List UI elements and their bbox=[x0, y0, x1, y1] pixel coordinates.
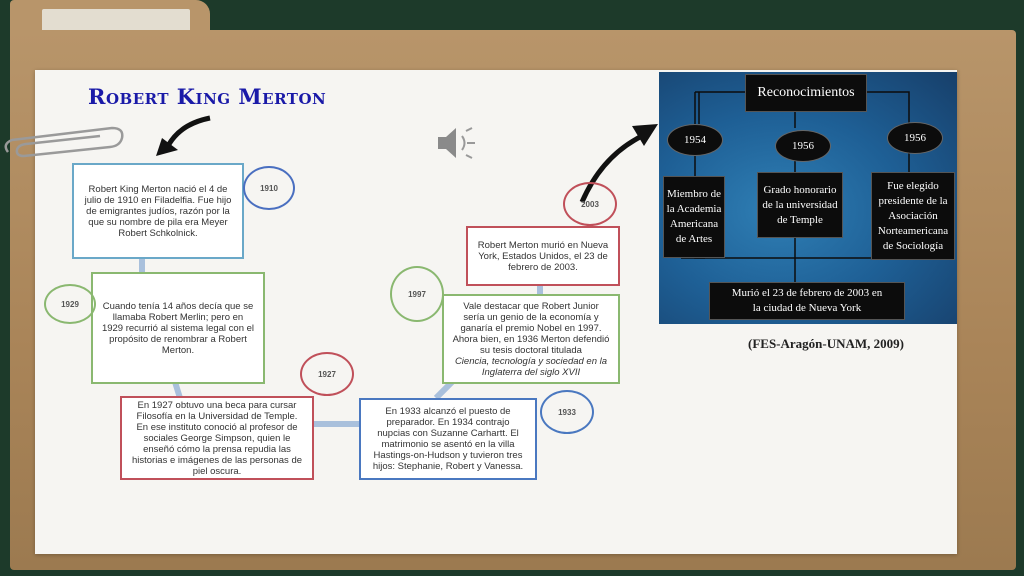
recognition-year-3: 1956 bbox=[887, 122, 943, 154]
page-title: Robert King Merton bbox=[88, 84, 327, 109]
recognition-year-2: 1956 bbox=[775, 130, 831, 162]
year-badge-2003: 2003 bbox=[563, 182, 617, 226]
timeline-box-1927 bbox=[120, 396, 314, 480]
recognition-text-1: Miembro de la Academia Americana de Artes bbox=[663, 176, 725, 258]
recognitions-heading: Reconocimientos bbox=[745, 74, 867, 112]
timeline-text: En 1927 obtuvo una beca para cursar Filosofía en la Universidad de Temple. En ese instituto conoció al profesor de sociales George Simpson, quien le enseñó cómo la prensa repudia las historias e imágenes de las personas de piel oscura. bbox=[131, 399, 303, 477]
year-badge-1929: 1929 bbox=[44, 284, 96, 324]
timeline-box-1910 bbox=[72, 163, 244, 259]
recognition-text-2: Grado honorario de la universidad de Temple bbox=[757, 172, 843, 238]
year-badge-1933: 1933 bbox=[540, 390, 594, 434]
citation: (FES-Aragón-UNAM, 2009) bbox=[748, 336, 904, 351]
year-badge-1910: 1910 bbox=[243, 166, 295, 210]
timeline-text: Vale destacar que Robert Junior sería un genio de la economía y ganaría el premio Nobel en 1997. Ahora bien, en 1936 Merton defendió su tesis doctoral titulada bbox=[452, 300, 610, 356]
year-badge-1997: 1997 bbox=[390, 266, 444, 322]
recognition-death: Murió el 23 de febrero de 2003 en la ciudad de Nueva York bbox=[709, 282, 905, 320]
timeline-text: Robert King Merton nació el 4 de julio de 1910 en Filadelfia. Fue hijo de emigrantes judíos, razón por la que su nombre de pila era Meyer Robert Schkolnick. bbox=[84, 183, 232, 239]
recognition-text-3: Fue elegido presidente de la Asociación Norteamericana de Sociología bbox=[871, 172, 955, 260]
timeline-text: Cuando tenía 14 años decía que se llamaba Robert Merlin; pero en 1929 recurrió al sistema legal con el propósito de renombrar a Robert Merton. bbox=[101, 300, 255, 356]
timeline-box-2003 bbox=[466, 226, 620, 286]
timeline-box-1929 bbox=[91, 272, 265, 384]
timeline-box-1997 bbox=[442, 294, 620, 384]
thesis-title: Ciencia, tecnología y sociedad en la Inglaterra del siglo XVII bbox=[454, 355, 608, 378]
year-badge-1927: 1927 bbox=[300, 352, 354, 396]
recognition-year-1: 1954 bbox=[667, 124, 723, 156]
timeline-box-1933 bbox=[359, 398, 537, 480]
timeline-text: Robert Merton murió en Nueva York, Estados Unidos, el 23 de febrero de 2003. bbox=[477, 239, 609, 273]
timeline-text: En 1933 alcanzó el puesto de preparador. En 1934 contrajo nupcias con Suzanne Carhartt. El matrimonio se asentó en la villa Hastings-on-Hudson y tuvieron tres hijos: Stephanie, Robert y Vanessa. bbox=[372, 406, 524, 472]
recognitions-panel bbox=[659, 72, 957, 324]
